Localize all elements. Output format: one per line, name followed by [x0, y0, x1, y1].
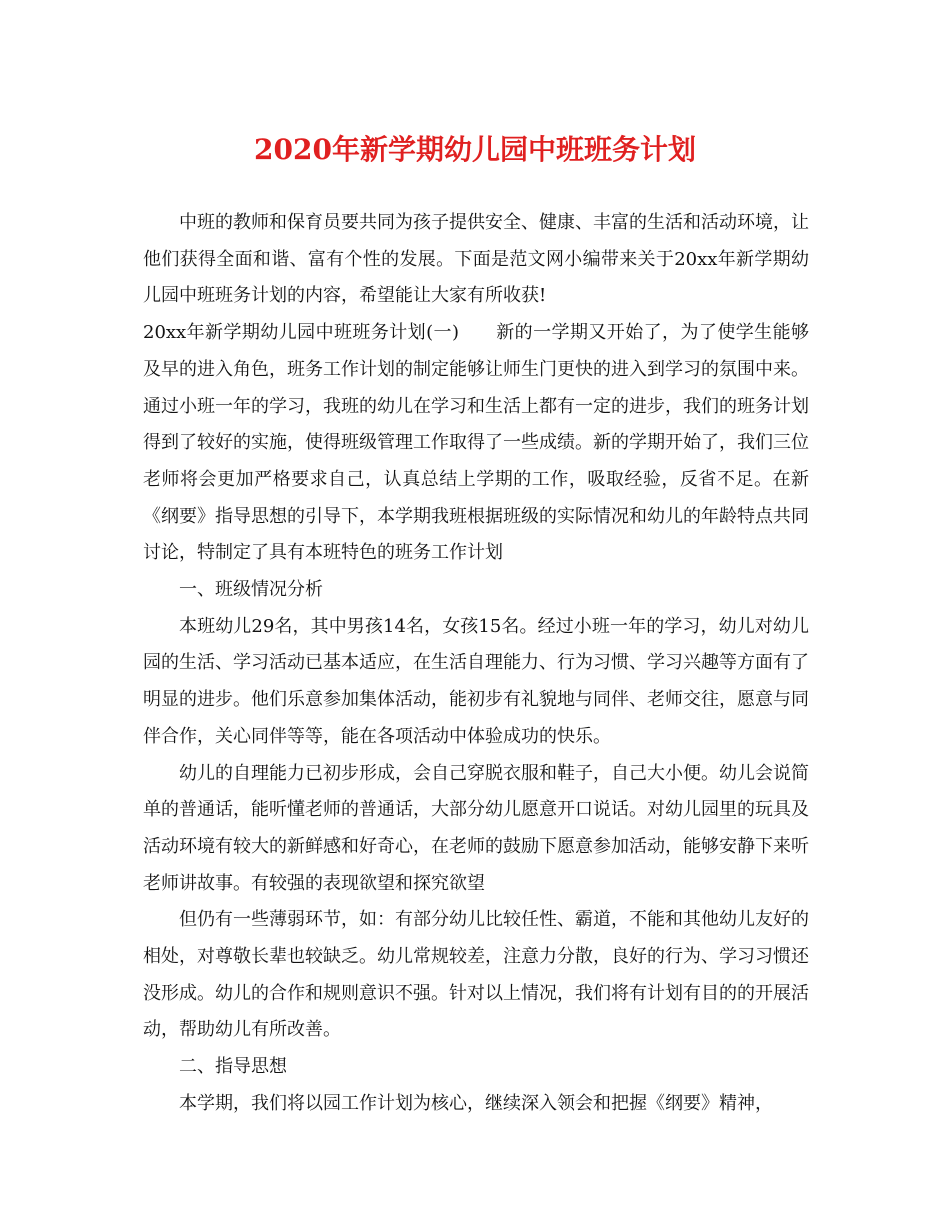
- paragraph: 本班幼儿29名，其中男孩14名，女孩15名。经过小班一年的学习，幼儿对幼儿园的生活、学习活动已基本适应，在生活自理能力、行为习惯、学习兴趣等方面有了明显的进步。他们乐意参加集体活动，能初步有礼貌地与同伴、老师交往，愿意与同伴合作，关心同伴等等，能在各项活动中体验成功的快乐。: [143, 615, 809, 747]
- section-heading: 二、指导思想: [179, 1056, 287, 1078]
- section-heading: 一、班级情况分析: [179, 579, 323, 601]
- document-title: 2020年新学期幼儿园中班班务计划: [254, 133, 696, 166]
- paragraph: 但仍有一些薄弱环节，如：有部分幼儿比较任性、霸道，不能和其他幼儿友好的相处，对尊敬长辈也较缺乏。幼儿常规较差，注意力分散，良好的行为、学习习惯还没形成。幼儿的合作和规则意识不强。针对以上情况，我们将有计划有目的的开展活动，帮助幼儿有所改善。: [143, 909, 809, 1041]
- paragraph: 本学期，我们将以园工作计划为核心，继续深入领会和把握《纲要》精神，: [179, 1092, 773, 1114]
- paragraph: 幼儿的自理能力已初步形成，会自己穿脱衣服和鞋子，自己大小便。幼儿会说简单的普通话，能听懂老师的普通话，大部分幼儿愿意开口说话。对幼儿园里的玩具及活动环境有较大的新鲜感和好奇心，在老师的鼓励下愿意参加活动，能够安静下来听老师讲故事。有较强的表现欲望和探究欲望: [143, 762, 809, 894]
- paragraph: 20xx年新学期幼儿园中班班务计划(一) 新的一学期又开始了，为了使学生能够及早的进入角色，班务工作计划的制定能够让师生门更快的进入到学习的氛围中来。通过小班一年的学习，我班的幼儿在学习和生活上都有一定的进步，我们的班务计划得到了较好的实施，使得班级管理工作取得了一些成绩。新的学期开始了，我们三位老师将会更加严格要求自己，认真总结上学期的工作，吸取经验，反省不足。在新《纲要》指导思想的引导下，本学期我班根据班级的实际情况和幼儿的年龄特点共同讨论，特制定了具有本班特色的班务工作计划: [143, 322, 809, 564]
- paragraph: 中班的教师和保育员要共同为孩子提供安全、健康、丰富的生活和活动环境，让他们获得全面和谐、富有个性的发展。下面是范文网小编带来关于20xx年新学期幼儿园中班班务计划的内容，希望能让大家有所收获!: [143, 212, 809, 307]
- document-body: [143, 205, 809, 1123]
